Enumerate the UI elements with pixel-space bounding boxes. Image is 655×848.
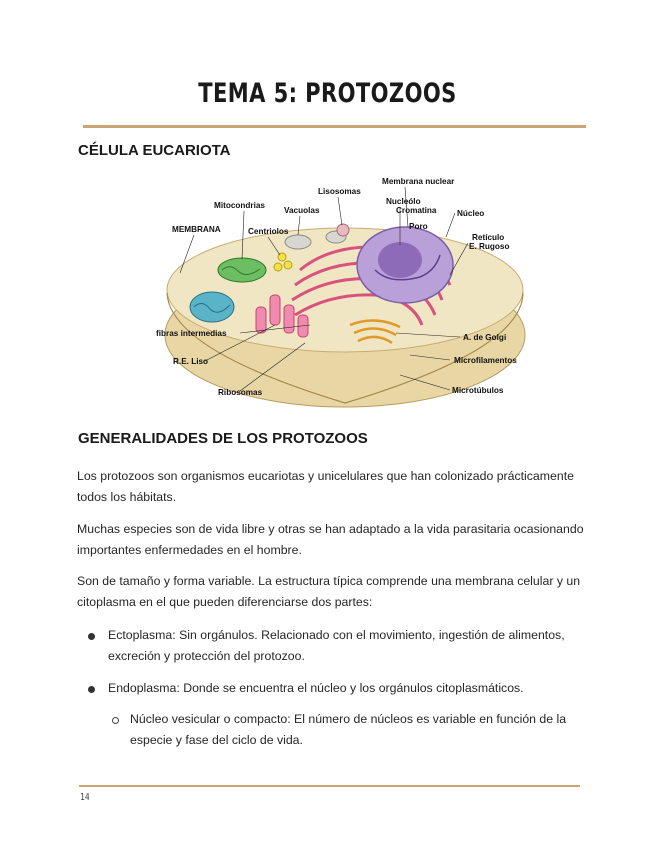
nucleolus <box>378 242 422 278</box>
bullet-marker <box>88 633 95 640</box>
label-nucleo: Núcleo <box>457 209 485 218</box>
paragraph-lifestyle: Muchas especies son de vida libre y otras se han adaptado a la vida parasitaria ocasionando importantes enfermedades en el hombre. <box>77 522 584 557</box>
vacuole <box>285 235 311 249</box>
label-cromatina: Cromatina <box>396 206 437 215</box>
sub-bullet-nucleo: Núcleo vesicular o compacto: El número de núcleos es variable en función de la especie y fase del ciclo de vida. <box>130 712 567 747</box>
label-reticulo-2: E. Rugoso <box>469 242 510 251</box>
label-poro: Poro <box>409 222 428 231</box>
label-mitocondrias: Mitocondrias <box>214 201 265 210</box>
bullet-ectoplasma: Ectoplasma: Sin orgánulos. Relacionado con el movimiento, ingestión de alimentos, excreción y protección del protozoo. <box>108 628 565 663</box>
label-reticulo-1: Retículo <box>472 233 505 242</box>
label-nucleolo: Nucleólo <box>386 197 421 206</box>
eukaryotic-cell-diagram <box>150 175 530 410</box>
label-membrana: MEMBRANA <box>172 225 221 234</box>
lysosome <box>337 224 349 236</box>
paragraph-structure: Son de tamaño y forma variable. La estructura típica comprende una membrana celular y un citoplasma en el que pueden diferenciarse dos partes: <box>77 574 581 609</box>
label-vacuolas: Vacuolas <box>284 206 320 215</box>
bullet-marker <box>88 686 95 693</box>
footer-divider <box>79 785 580 787</box>
label-ribosomas: Ribosomas <box>218 388 263 397</box>
bullet-endoplasma: Endoplasma: Donde se encuentra el núcleo y los orgánulos citoplasmáticos. <box>108 681 524 695</box>
label-microfilamentos: Microfilamentos <box>454 356 517 365</box>
page-title: TEMA 5: PROTOZOOS <box>198 78 457 109</box>
cell-section-heading: CÉLULA EUCARIOTA <box>78 142 231 159</box>
label-centriolos: Centriolos <box>248 227 289 236</box>
label-lisosomas: Lisosomas <box>318 187 361 196</box>
generalities-heading: GENERALIDADES DE LOS PROTOZOOS <box>78 430 368 447</box>
label-microtubulos: Microtúbulos <box>452 386 504 395</box>
title-divider <box>83 125 586 128</box>
label-membrana-nuclear: Membrana nuclear <box>382 177 455 186</box>
label-fibras-intermedias: fibras intermedias <box>156 329 227 338</box>
page-number: 14 <box>80 792 90 803</box>
sub-bullet-marker <box>112 717 119 724</box>
paragraph-intro: Los protozoos son organismos eucariotas y unicelulares que han colonizado prácticamente todos los hábitats. <box>77 469 574 504</box>
label-re-liso: R.E. Liso <box>173 357 209 366</box>
label-golgi: A. de Golgi <box>463 333 507 342</box>
